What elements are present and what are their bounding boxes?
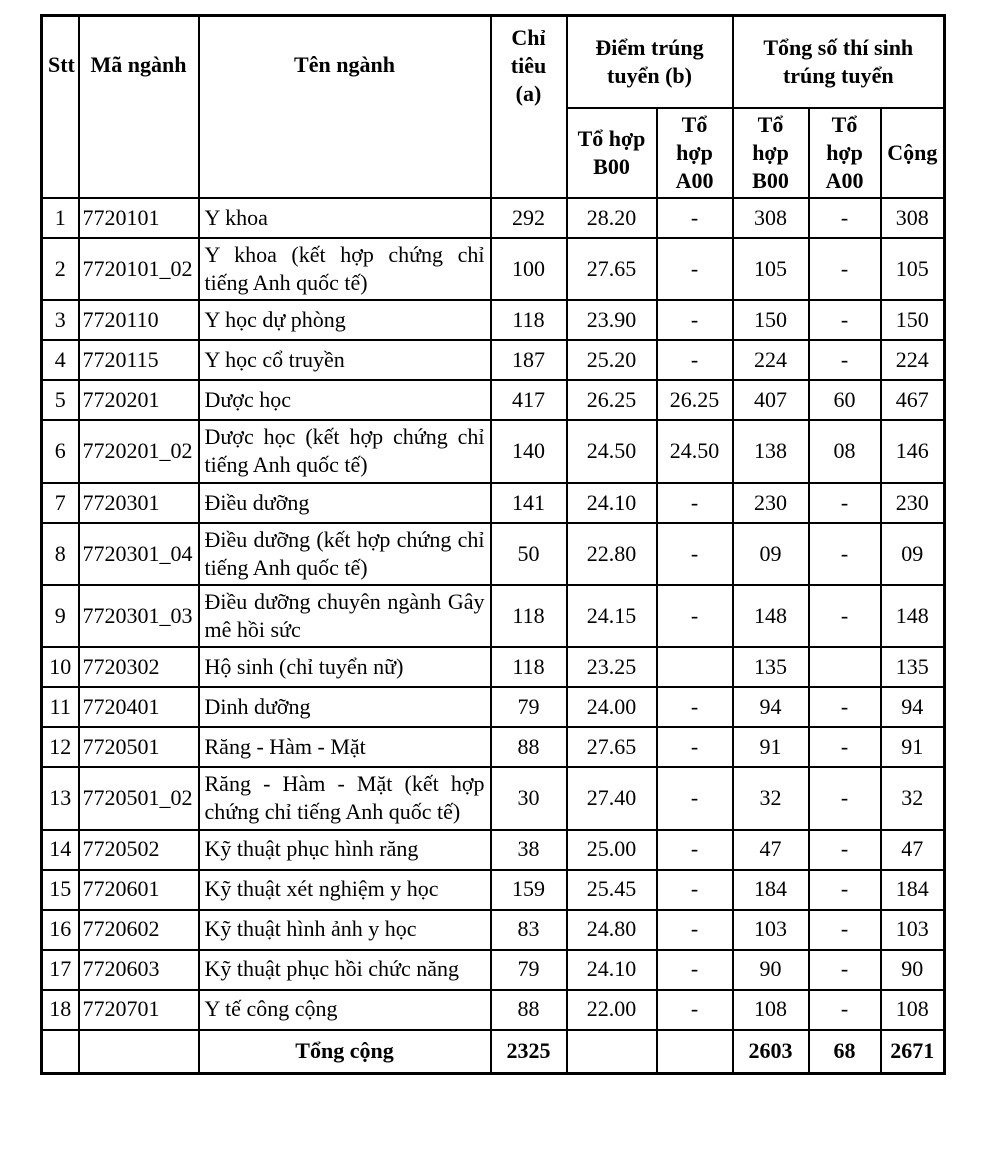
cell-score-a00: - (657, 238, 733, 300)
group-header-diem-trung-tuyen: Điểm trúng tuyển (b) (567, 16, 733, 108)
total-label: Tổng cộng (199, 1030, 491, 1074)
cell-count-a00: - (809, 483, 881, 523)
cell-score-a00: - (657, 830, 733, 870)
cell-stt: 1 (42, 198, 79, 238)
cell-count-a00: - (809, 910, 881, 950)
cell-name: Kỹ thuật phục hình răng (199, 830, 491, 870)
cell-code: 7720115 (79, 340, 199, 380)
cell-name: Y khoa (kết hợp chứng chỉ tiếng Anh quốc tế) (199, 238, 491, 300)
cell-count-b00: 91 (733, 727, 809, 767)
cell-code: 7720601 (79, 870, 199, 910)
table-row (42, 910, 945, 950)
cell-quota: 38 (491, 830, 567, 870)
cell-name: Hộ sinh (chỉ tuyển nữ) (199, 647, 491, 687)
cell-score-b00: 27.65 (567, 238, 657, 300)
cell-stt: 9 (42, 585, 79, 647)
cell-stt: 10 (42, 647, 79, 687)
cell-name: Điều dưỡng (199, 483, 491, 523)
table-row (42, 300, 945, 340)
cell-stt: 15 (42, 870, 79, 910)
cell-total: 32 (881, 767, 945, 829)
cell-count-b00: 407 (733, 380, 809, 420)
cell-score-a00: - (657, 870, 733, 910)
col-header-cong: Cộng (881, 108, 945, 198)
cell-score-a00: - (657, 727, 733, 767)
table-row (42, 238, 945, 300)
cell-name: Răng - Hàm - Mặt (199, 727, 491, 767)
cell-score-a00: - (657, 767, 733, 829)
cell-code: 7720602 (79, 910, 199, 950)
header-row-groups (42, 16, 945, 108)
cell-stt: 16 (42, 910, 79, 950)
table-row (42, 830, 945, 870)
cell-total: 146 (881, 420, 945, 482)
cell-count-b00: 103 (733, 910, 809, 950)
cell-score-a00: - (657, 990, 733, 1030)
cell-score-a00: - (657, 950, 733, 990)
cell-code: 7720302 (79, 647, 199, 687)
cell-stt: 13 (42, 767, 79, 829)
table-row (42, 523, 945, 585)
col-header-ma-nganh: Mã ngành (79, 16, 199, 198)
cell-total: 308 (881, 198, 945, 238)
cell-count-b00: 135 (733, 647, 809, 687)
cell-quota: 118 (491, 300, 567, 340)
group-header-tong-so-thi-sinh: Tổng số thí sinh trúng tuyển (733, 16, 945, 108)
cell-count-a00: - (809, 687, 881, 727)
cell-quota: 292 (491, 198, 567, 238)
cell-count-a00: - (809, 727, 881, 767)
cell-count-a00: - (809, 340, 881, 380)
cell-total: 230 (881, 483, 945, 523)
total-empty-stt (42, 1030, 79, 1074)
cell-total: 09 (881, 523, 945, 585)
cell-quota: 50 (491, 523, 567, 585)
cell-score-b00: 23.25 (567, 647, 657, 687)
total-quota: 2325 (491, 1030, 567, 1074)
cell-code: 7720502 (79, 830, 199, 870)
total-count-b00: 2603 (733, 1030, 809, 1074)
cell-count-b00: 138 (733, 420, 809, 482)
cell-score-b00: 24.10 (567, 950, 657, 990)
cell-name: Dược học (199, 380, 491, 420)
table-row (42, 585, 945, 647)
cell-code: 7720301 (79, 483, 199, 523)
col-header-chi-tieu: Chỉ tiêu (a) (491, 16, 567, 198)
cell-stt: 5 (42, 380, 79, 420)
cell-quota: 187 (491, 340, 567, 380)
cell-stt: 12 (42, 727, 79, 767)
cell-count-a00: - (809, 300, 881, 340)
cell-stt: 2 (42, 238, 79, 300)
cell-stt: 6 (42, 420, 79, 482)
cell-score-b00: 24.10 (567, 483, 657, 523)
cell-count-a00: - (809, 767, 881, 829)
cell-score-a00: - (657, 585, 733, 647)
cell-total: 94 (881, 687, 945, 727)
table-row (42, 990, 945, 1030)
cell-name: Kỹ thuật phục hồi chức năng (199, 950, 491, 990)
cell-code: 7720101_02 (79, 238, 199, 300)
cell-score-a00: - (657, 340, 733, 380)
cell-score-b00: 26.25 (567, 380, 657, 420)
cell-total: 91 (881, 727, 945, 767)
cell-score-b00: 25.45 (567, 870, 657, 910)
cell-score-a00: - (657, 300, 733, 340)
cell-score-a00 (657, 647, 733, 687)
cell-name: Điều dưỡng chuyên ngành Gây mê hồi sức (199, 585, 491, 647)
cell-code: 7720101 (79, 198, 199, 238)
total-score-b00 (567, 1030, 657, 1074)
cell-count-a00: - (809, 238, 881, 300)
cell-stt: 11 (42, 687, 79, 727)
cell-count-b00: 94 (733, 687, 809, 727)
cell-score-b00: 27.65 (567, 727, 657, 767)
cell-score-b00: 24.50 (567, 420, 657, 482)
cell-total: 467 (881, 380, 945, 420)
col-header-ten-nganh: Tên ngành (199, 16, 491, 198)
cell-name: Y tế công cộng (199, 990, 491, 1030)
cell-code: 7720401 (79, 687, 199, 727)
cell-count-b00: 32 (733, 767, 809, 829)
table-row (42, 870, 945, 910)
cell-code: 7720701 (79, 990, 199, 1030)
cell-total: 150 (881, 300, 945, 340)
cell-count-a00: - (809, 870, 881, 910)
table-row (42, 687, 945, 727)
cell-score-a00: 24.50 (657, 420, 733, 482)
cell-code: 7720501 (79, 727, 199, 767)
cell-score-b00: 22.00 (567, 990, 657, 1030)
col-header-tong-to-hop-a00: Tổ hợp A00 (809, 108, 881, 198)
cell-score-b00: 28.20 (567, 198, 657, 238)
table-row (42, 420, 945, 482)
table-row (42, 340, 945, 380)
cell-count-b00: 108 (733, 990, 809, 1030)
cell-count-a00: - (809, 830, 881, 870)
cell-stt: 7 (42, 483, 79, 523)
cell-quota: 141 (491, 483, 567, 523)
cell-score-a00: - (657, 198, 733, 238)
cell-score-b00: 24.80 (567, 910, 657, 950)
table-row (42, 198, 945, 238)
cell-name: Kỹ thuật hình ảnh y học (199, 910, 491, 950)
cell-total: 224 (881, 340, 945, 380)
cell-count-b00: 09 (733, 523, 809, 585)
col-header-tong-to-hop-b00: Tổ hợp B00 (733, 108, 809, 198)
table-row (42, 950, 945, 990)
cell-count-a00: - (809, 198, 881, 238)
cell-score-b00: 23.90 (567, 300, 657, 340)
cell-quota: 79 (491, 687, 567, 727)
admission-results-table (40, 14, 946, 1075)
cell-name: Kỹ thuật xét nghiệm y học (199, 870, 491, 910)
cell-count-b00: 230 (733, 483, 809, 523)
cell-total: 103 (881, 910, 945, 950)
cell-score-a00: 26.25 (657, 380, 733, 420)
cell-total: 148 (881, 585, 945, 647)
cell-score-b00: 24.15 (567, 585, 657, 647)
cell-score-a00: - (657, 910, 733, 950)
cell-count-a00: - (809, 950, 881, 990)
cell-quota: 83 (491, 910, 567, 950)
col-header-diem-to-hop-a00: Tổ hợp A00 (657, 108, 733, 198)
cell-name: Điều dưỡng (kết hợp chứng chỉ tiếng Anh quốc tế) (199, 523, 491, 585)
cell-count-a00: - (809, 585, 881, 647)
cell-quota: 118 (491, 647, 567, 687)
cell-stt: 14 (42, 830, 79, 870)
cell-score-b00: 25.20 (567, 340, 657, 380)
cell-score-b00: 22.80 (567, 523, 657, 585)
cell-name: Dinh dưỡng (199, 687, 491, 727)
cell-quota: 79 (491, 950, 567, 990)
cell-code: 7720301_04 (79, 523, 199, 585)
cell-total: 108 (881, 990, 945, 1030)
cell-quota: 88 (491, 727, 567, 767)
cell-stt: 17 (42, 950, 79, 990)
col-header-stt: Stt (42, 16, 79, 198)
cell-quota: 88 (491, 990, 567, 1030)
cell-count-a00: - (809, 990, 881, 1030)
cell-count-b00: 90 (733, 950, 809, 990)
cell-count-a00 (809, 647, 881, 687)
cell-total: 105 (881, 238, 945, 300)
cell-count-b00: 47 (733, 830, 809, 870)
total-row (42, 1030, 945, 1074)
total-count-a00: 68 (809, 1030, 881, 1074)
table-row (42, 647, 945, 687)
cell-count-b00: 148 (733, 585, 809, 647)
table-row (42, 767, 945, 829)
cell-stt: 4 (42, 340, 79, 380)
cell-count-a00: 60 (809, 380, 881, 420)
cell-code: 7720603 (79, 950, 199, 990)
cell-name: Y học cổ truyền (199, 340, 491, 380)
cell-stt: 18 (42, 990, 79, 1030)
cell-score-b00: 27.40 (567, 767, 657, 829)
cell-score-b00: 25.00 (567, 830, 657, 870)
cell-quota: 159 (491, 870, 567, 910)
total-cong: 2671 (881, 1030, 945, 1074)
total-empty-code (79, 1030, 199, 1074)
cell-code: 7720201 (79, 380, 199, 420)
cell-total: 47 (881, 830, 945, 870)
cell-score-a00: - (657, 687, 733, 727)
cell-code: 7720501_02 (79, 767, 199, 829)
cell-count-a00: 08 (809, 420, 881, 482)
cell-total: 135 (881, 647, 945, 687)
cell-count-a00: - (809, 523, 881, 585)
cell-code: 7720301_03 (79, 585, 199, 647)
cell-score-a00: - (657, 483, 733, 523)
table-row (42, 483, 945, 523)
total-score-a00 (657, 1030, 733, 1074)
cell-name: Răng - Hàm - Mặt (kết hợp chứng chỉ tiếng Anh quốc tế) (199, 767, 491, 829)
cell-count-b00: 150 (733, 300, 809, 340)
cell-code: 7720110 (79, 300, 199, 340)
table-row (42, 727, 945, 767)
cell-count-b00: 224 (733, 340, 809, 380)
cell-stt: 3 (42, 300, 79, 340)
cell-score-a00: - (657, 523, 733, 585)
cell-stt: 8 (42, 523, 79, 585)
cell-count-b00: 308 (733, 198, 809, 238)
cell-code: 7720201_02 (79, 420, 199, 482)
cell-name: Y khoa (199, 198, 491, 238)
cell-name: Y học dự phòng (199, 300, 491, 340)
cell-count-b00: 184 (733, 870, 809, 910)
cell-total: 90 (881, 950, 945, 990)
cell-count-b00: 105 (733, 238, 809, 300)
cell-total: 184 (881, 870, 945, 910)
cell-quota: 30 (491, 767, 567, 829)
cell-quota: 118 (491, 585, 567, 647)
cell-quota: 100 (491, 238, 567, 300)
cell-quota: 417 (491, 380, 567, 420)
col-header-diem-to-hop-b00: Tổ hợp B00 (567, 108, 657, 198)
cell-quota: 140 (491, 420, 567, 482)
table-row (42, 380, 945, 420)
cell-score-b00: 24.00 (567, 687, 657, 727)
cell-name: Dược học (kết hợp chứng chỉ tiếng Anh quốc tế) (199, 420, 491, 482)
